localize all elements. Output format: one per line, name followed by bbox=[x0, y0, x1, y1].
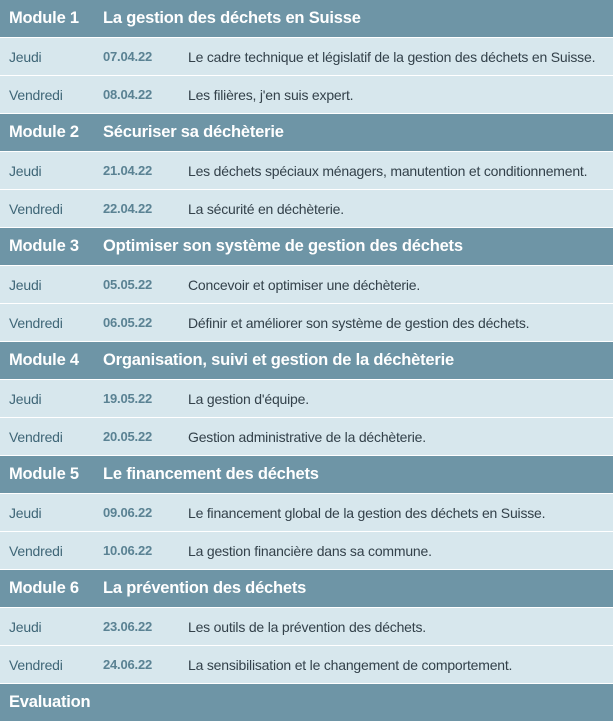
session-topic: La sensibilisation et le changement de comportement. bbox=[188, 656, 513, 673]
session-row bbox=[0, 37, 613, 75]
session-date: 05.05.22 bbox=[103, 277, 153, 292]
module-label: Module 4 bbox=[9, 351, 79, 369]
session-topic: Le cadre technique et législatif de la gestion des déchets en Suisse. bbox=[188, 48, 596, 65]
session-topic: La gestion financière dans sa commune. bbox=[188, 542, 432, 559]
evaluation-label: Evaluation bbox=[9, 693, 91, 711]
module-title: Optimiser son système de gestion des déchets bbox=[103, 237, 463, 255]
session-day: Jeudi bbox=[9, 504, 42, 521]
session-date: 23.06.22 bbox=[103, 619, 153, 634]
module-header-row bbox=[0, 0, 613, 37]
session-day: Vendredi bbox=[9, 200, 63, 217]
session-date: 07.04.22 bbox=[103, 49, 153, 64]
session-day: Jeudi bbox=[9, 48, 42, 65]
session-date: 08.04.22 bbox=[103, 87, 153, 102]
session-row bbox=[0, 531, 613, 569]
session-topic: La sécurité en déchèterie. bbox=[188, 200, 344, 217]
module-title: Le financement des déchets bbox=[103, 465, 319, 483]
session-topic: Le financement global de la gestion des déchets en Suisse. bbox=[188, 504, 546, 521]
session-date: 19.05.22 bbox=[103, 391, 153, 406]
session-day: Vendredi bbox=[9, 656, 63, 673]
session-row bbox=[0, 75, 613, 113]
module-header-row bbox=[0, 227, 613, 265]
evaluation-row bbox=[0, 683, 613, 721]
session-row bbox=[0, 151, 613, 189]
session-topic: La gestion d'équipe. bbox=[188, 390, 309, 407]
session-row bbox=[0, 189, 613, 227]
session-day: Vendredi bbox=[9, 314, 63, 331]
session-topic: Les outils de la prévention des déchets. bbox=[188, 618, 426, 635]
module-title: Organisation, suivi et gestion de la déchèterie bbox=[103, 351, 454, 369]
session-date: 22.04.22 bbox=[103, 201, 153, 216]
session-row bbox=[0, 265, 613, 303]
session-day: Vendredi bbox=[9, 428, 63, 445]
session-day: Vendredi bbox=[9, 86, 63, 103]
module-label: Module 3 bbox=[9, 237, 79, 255]
session-date: 09.06.22 bbox=[103, 505, 153, 520]
module-header-row bbox=[0, 569, 613, 607]
session-row bbox=[0, 379, 613, 417]
session-topic: Gestion administrative de la déchèterie. bbox=[188, 428, 426, 445]
module-label: Module 6 bbox=[9, 579, 79, 597]
module-header-row bbox=[0, 113, 613, 151]
session-topic: Les déchets spéciaux ménagers, manutention et conditionnement. bbox=[188, 162, 588, 179]
session-day: Vendredi bbox=[9, 542, 63, 559]
session-row bbox=[0, 303, 613, 341]
module-label: Module 5 bbox=[9, 465, 79, 483]
module-label: Module 1 bbox=[9, 9, 79, 27]
session-row bbox=[0, 607, 613, 645]
session-date: 06.05.22 bbox=[103, 315, 153, 330]
session-topic: Concevoir et optimiser une déchèterie. bbox=[188, 276, 421, 293]
session-day: Jeudi bbox=[9, 390, 42, 407]
module-label: Module 2 bbox=[9, 123, 79, 141]
session-day: Jeudi bbox=[9, 162, 42, 179]
module-title: La prévention des déchets bbox=[103, 579, 307, 597]
module-title: La gestion des déchets en Suisse bbox=[103, 9, 361, 27]
module-header-row bbox=[0, 455, 613, 493]
session-topic: Définir et améliorer son système de gestion des déchets. bbox=[188, 314, 530, 331]
module-title: Sécuriser sa déchèterie bbox=[103, 123, 284, 141]
session-date: 24.06.22 bbox=[103, 657, 153, 672]
module-header-row bbox=[0, 341, 613, 379]
session-day: Jeudi bbox=[9, 618, 42, 635]
session-date: 10.06.22 bbox=[103, 543, 153, 558]
session-day: Jeudi bbox=[9, 276, 42, 293]
session-date: 20.05.22 bbox=[103, 429, 153, 444]
session-row bbox=[0, 645, 613, 683]
session-row bbox=[0, 493, 613, 531]
session-row bbox=[0, 417, 613, 455]
session-topic: Les filières, j'en suis expert. bbox=[188, 86, 354, 103]
session-date: 21.04.22 bbox=[103, 163, 153, 178]
